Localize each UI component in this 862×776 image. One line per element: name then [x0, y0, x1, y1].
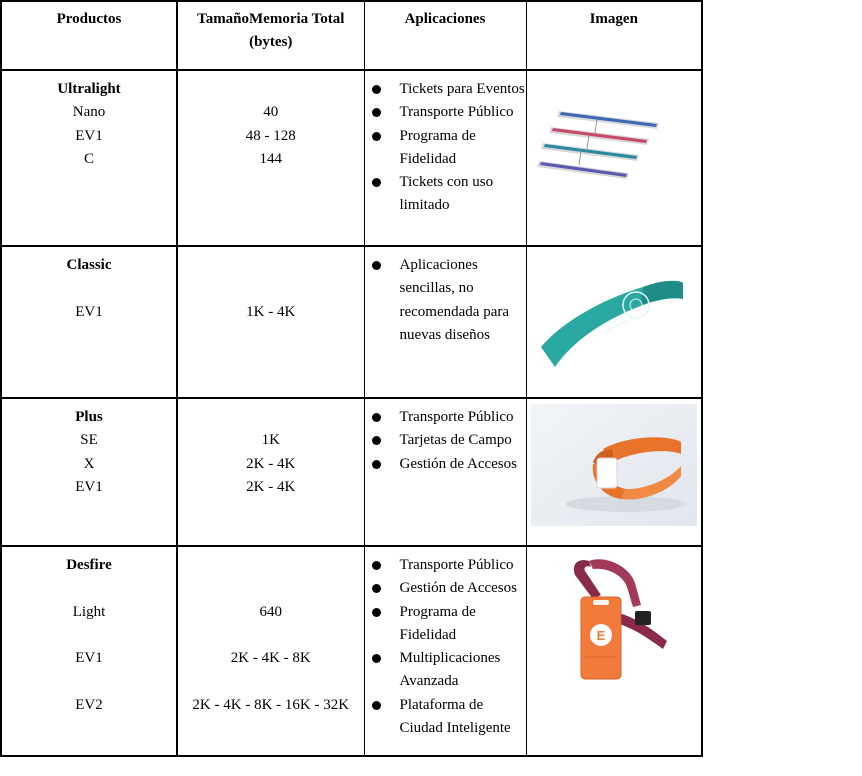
list-item: Transporte Público: [365, 554, 526, 577]
header-applications: Aplicaciones: [364, 1, 526, 70]
table-row: [1, 70, 702, 246]
memory-value: 2K - 4K - 8K: [230, 650, 311, 667]
applications-cell: [364, 546, 526, 756]
variant: EV1: [75, 303, 103, 320]
memory-value: 40: [263, 104, 279, 121]
table-row: [1, 546, 702, 756]
fabric-wristband-image: [549, 553, 674, 683]
applications-cell: [364, 398, 526, 546]
product-cell: [1, 70, 177, 246]
product-name: Desfire: [66, 557, 112, 573]
product-cell: [1, 246, 177, 398]
paper-wristbands-image: [537, 109, 667, 184]
memory-value: 640: [259, 603, 282, 620]
memory-value: 1K - 4K: [246, 303, 296, 320]
product-name: Plus: [75, 409, 103, 425]
table-row: [1, 398, 702, 546]
list-item: Tickets para Eventos: [365, 78, 526, 101]
variant: SE: [80, 432, 98, 449]
variant: Nano: [72, 104, 106, 121]
list-item: Tickets con uso limitado: [365, 171, 526, 218]
memory-value: 144: [259, 150, 282, 167]
header-memory: TamañoMemoria Total (bytes): [177, 1, 364, 70]
header-row: [1, 1, 702, 70]
silicone-wristband-image: [533, 269, 688, 374]
image-cell: [526, 546, 702, 756]
list-item: Programa de Fidelidad: [365, 601, 526, 648]
memory-value: 2K - 4K: [246, 455, 296, 472]
product-name: Ultralight: [57, 81, 121, 97]
variant: EV1: [75, 478, 103, 495]
list-item: Multiplicaciones Avanzada: [365, 647, 526, 694]
variant: C: [83, 150, 94, 167]
product-cell: [1, 398, 177, 546]
image-cell: [526, 246, 702, 398]
memory-value: 48 - 128: [245, 127, 296, 144]
variant: X: [83, 455, 95, 472]
memory-cell: [177, 398, 364, 546]
list-item: Transporte Público: [365, 101, 526, 124]
variant: EV1: [75, 127, 103, 144]
applications-cell: [364, 70, 526, 246]
memory-cell: [177, 546, 364, 756]
list-item: Gestión de Accesos: [365, 577, 526, 600]
variant: EV1: [75, 650, 103, 667]
image-cell: [526, 70, 702, 246]
memory-value: 1K: [261, 432, 280, 449]
list-item: Tarjetas de Campo: [365, 429, 526, 452]
variant: EV2: [75, 696, 103, 713]
list-item: Transporte Público: [365, 406, 526, 429]
product-name: Classic: [66, 257, 112, 273]
applications-cell: [364, 246, 526, 398]
memory-value: 2K - 4K: [246, 478, 296, 495]
wristband-print: Mifare Mifare 1K: [600, 314, 636, 337]
list-item: Aplicaciones sencillas, no recomendada para nuevas diseños: [365, 254, 526, 347]
list-item: Programa de Fidelidad: [365, 125, 526, 172]
list-item: Gestión de Accesos: [365, 453, 526, 476]
product-cell: [1, 546, 177, 756]
image-cell: [526, 398, 702, 546]
wristband-logo: E: [596, 628, 605, 643]
memory-cell: [177, 70, 364, 246]
variant: Light: [72, 603, 106, 620]
table-row: [1, 246, 702, 398]
header-image: Imagen: [526, 1, 702, 70]
header-products: Productos: [1, 1, 177, 70]
memory-value: 2K - 4K - 8K - 16K - 32K: [192, 696, 350, 713]
vinyl-wristband-image: [531, 404, 697, 526]
list-item: Plataforma de Ciudad Inteligente: [365, 694, 526, 741]
memory-cell: [177, 246, 364, 398]
